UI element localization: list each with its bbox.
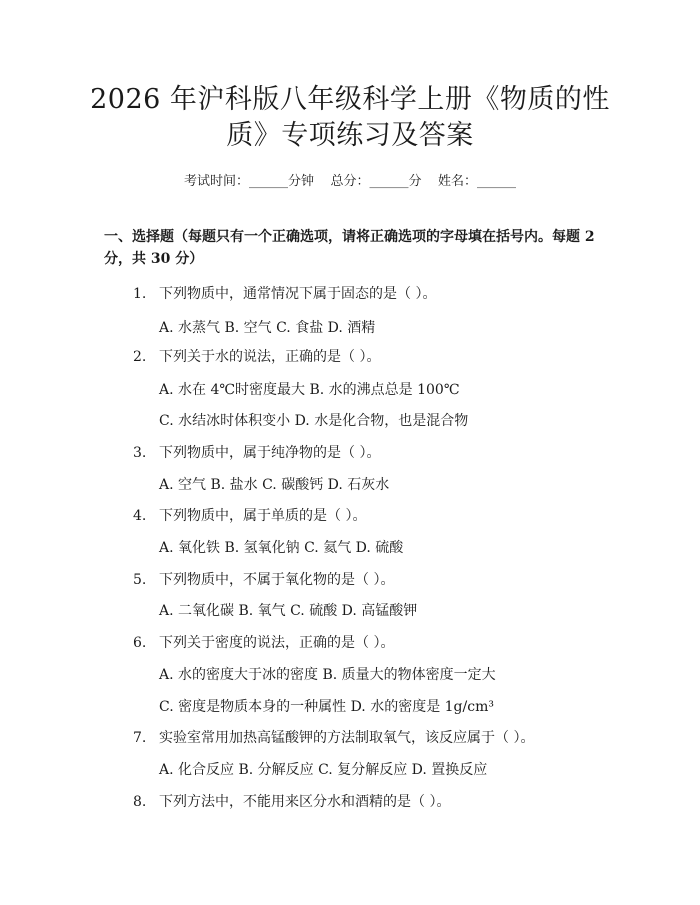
question-text: 下列物质中，属于纯净物的是（ ）。 [159,445,381,461]
question-number: 4. [133,508,147,524]
question-6-options-row-1: A. 水的密度大于冰的密度 B. 质量大的物体密度一定大 [159,667,496,683]
exam-info-line: 考试时间：______分钟 总分：______分 姓名：______ [183,174,517,189]
question-2-options-row-1: A. 水在 4℃时密度最大 B. 水的沸点总是 100℃ [159,382,460,398]
question-4 [133,505,366,525]
question-text: 下列物质中，通常情况下属于固态的是（ ）。 [159,286,437,302]
question-7 [133,727,534,747]
question-text: 下列关于密度的说法，正确的是（ ）。 [159,635,395,651]
question-3-options: A. 空气 B. 盐水 C. 碳酸钙 D. 石灰水 [159,477,390,493]
question-5 [133,569,394,589]
question-2-options-row-2: C. 水结冰时体积变小 D. 水是化合物，也是混合物 [159,413,469,429]
question-2 [133,346,380,366]
question-number: 1. [133,286,147,302]
question-text: 下列物质中，属于单质的是（ ）。 [159,508,367,524]
question-1-options: A. 水蒸气 B. 空气 C. 食盐 D. 酒精 [159,320,376,336]
question-5-options: A. 二氧化碳 B. 氧气 C. 硫酸 D. 高锰酸钾 [159,603,418,619]
section-heading: 一、选择题（每题只有一个正确选项，请将正确选项的字母填在括号内。每题 2 分，共 30 分） [104,229,595,267]
question-number: 3. [133,445,147,461]
question-1 [133,283,436,303]
title-line-2: 质》专项练习及答案 [226,120,474,151]
question-number: 8. [133,794,147,810]
question-text: 实验室常用加热高锰酸钾的方法制取氧气，该反应属于（ ）。 [159,730,535,746]
question-6-options-row-2: C. 密度是物质本身的一种属性 D. 水的密度是 1g/cm³ [159,699,494,715]
question-number: 5. [133,572,147,588]
question-4-options: A. 氧化铁 B. 氢氧化钠 C. 氦气 D. 硫酸 [159,540,404,556]
question-text: 下列方法中，不能用来区分水和酒精的是（ ）。 [159,794,451,810]
question-text: 下列关于水的说法，正确的是（ ）。 [159,349,381,365]
question-7-options: A. 化合反应 B. 分解反应 C. 复分解反应 D. 置换反应 [159,762,488,778]
question-6 [133,632,394,652]
question-number: 6. [133,635,147,651]
document-title [90,82,610,154]
question-text: 下列物质中，不属于氧化物的是（ ）。 [159,572,395,588]
question-number: 2. [133,349,147,365]
question-3 [133,442,380,462]
question-number: 7. [133,730,147,746]
title-line-1: 2026 年沪科版八年级科学上册《物质的性 [90,84,610,115]
question-8 [133,791,450,811]
